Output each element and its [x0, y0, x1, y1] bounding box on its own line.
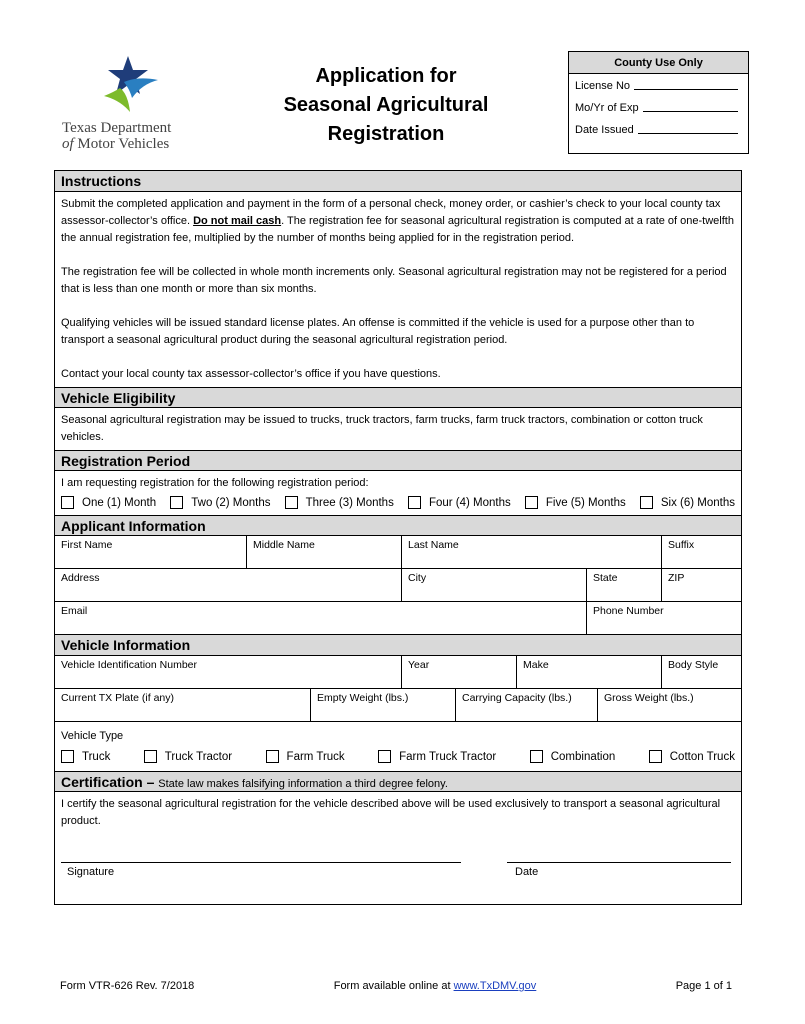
logo-line2: Motor Vehicles [73, 136, 170, 152]
license-no-label: License No [575, 80, 631, 92]
date-label: Date [515, 866, 539, 878]
instructions-p4: Contact your local county tax assessor-collector’s office if you have questions. [61, 368, 441, 380]
txdmv-logo [54, 54, 214, 154]
vehicle-type-label-text: Truck [82, 750, 111, 763]
vehicle-type-option[interactable] [378, 750, 496, 763]
certification-title: Certification [61, 774, 143, 790]
vehicle-type-label-text: Farm Truck [286, 750, 345, 763]
middle-name-label: Middle Name [253, 539, 315, 551]
county-use-box [568, 51, 749, 154]
title-line3: Registration [327, 123, 445, 145]
email-label: Email [61, 605, 88, 617]
city-label: City [408, 572, 427, 584]
txdmv-link[interactable]: www.TxDMV.gov [453, 980, 537, 992]
gross-weight-field[interactable] [598, 689, 741, 721]
page-title [254, 62, 518, 149]
empty-weight-field[interactable] [311, 689, 456, 721]
period-option-label: Three (3) Months [305, 496, 394, 509]
period-option-label: Four (4) Months [428, 496, 511, 509]
period-option[interactable] [170, 496, 270, 509]
county-heading: County Use Only [569, 52, 748, 74]
period-option-label: One (1) Month [82, 496, 157, 509]
instructions-p1c: . The registration fee for seasonal agricultural registration is computed at a rate of one-twelfth the annual registration fee, multiplied by the number of months being applied for in the registration period. [61, 215, 734, 244]
vin-field[interactable] [55, 656, 402, 688]
certification-subheading: State law makes falsifying information a third degree felony. [158, 778, 448, 790]
vehicle-type-options [55, 750, 741, 771]
city-field[interactable] [402, 569, 587, 601]
instructions-p1a: Submit the completed application and payment in the form of a personal check, money order, or cashier’s check to your local county tax assessor-collector’s office. [61, 198, 721, 227]
vehicle-type-label-text: Truck Tractor [164, 750, 233, 763]
signature-area [55, 862, 741, 904]
title-line1: Application for [315, 65, 457, 87]
checkbox-icon[interactable] [61, 496, 74, 509]
checkbox-icon[interactable] [530, 750, 543, 763]
checkbox-icon[interactable] [525, 496, 538, 509]
period-option[interactable] [61, 496, 156, 509]
phone-label: Phone Number [593, 605, 664, 617]
phone-field[interactable] [587, 602, 741, 634]
plate-field[interactable] [55, 689, 311, 721]
vehicle-type-option[interactable] [649, 750, 735, 763]
suffix-field[interactable] [662, 536, 741, 568]
vehicle-type-label-text: Cotton Truck [669, 750, 735, 763]
star-logo-icon [98, 54, 168, 116]
instructions-p2: The registration fee will be collected in whole month increments only. Seasonal agricultural registration may not be registered for a period that is less than one month or more than six months. [61, 266, 727, 295]
period-option[interactable] [640, 496, 735, 509]
signature-line[interactable] [61, 862, 461, 863]
signature-label: Signature [67, 866, 115, 878]
online-note [334, 980, 537, 992]
checkbox-icon[interactable] [649, 750, 662, 763]
vehicle-type-label: Vehicle Type [61, 730, 124, 742]
exp-field[interactable] [643, 96, 738, 112]
period-options [55, 492, 741, 515]
zip-field[interactable] [662, 569, 741, 601]
year-label: Year [408, 659, 430, 671]
vin-label: Vehicle Identification Number [61, 659, 197, 671]
certification-dash: – [142, 774, 159, 790]
empty-weight-label: Empty Weight (lbs.) [317, 692, 409, 704]
checkbox-icon[interactable] [640, 496, 653, 509]
instructions-body [55, 192, 741, 383]
first-name-field[interactable] [55, 536, 247, 568]
vehicle-type-option[interactable] [266, 750, 345, 763]
last-name-field[interactable] [402, 536, 662, 568]
checkbox-icon[interactable] [266, 750, 279, 763]
period-text: I am requesting registration for the following registration period: [61, 477, 369, 489]
period-option[interactable] [525, 496, 626, 509]
logo-of: of [62, 136, 74, 152]
instructions-heading: Instructions [55, 171, 741, 192]
vehicle-type-option[interactable] [530, 750, 616, 763]
carrying-capacity-field[interactable] [456, 689, 598, 721]
zip-label: ZIP [668, 572, 685, 584]
vehicle-type-label-text: Combination [550, 750, 616, 763]
make-field[interactable] [517, 656, 662, 688]
certification-text: I certify the seasonal agricultural registration for the vehicle described above will be used exclusively to transport a seasonal agricultural product. [61, 798, 721, 827]
body-style-field[interactable] [662, 656, 741, 688]
period-heading: Registration Period [55, 450, 741, 471]
online-note-text: Form available online at [333, 980, 454, 992]
checkbox-icon[interactable] [61, 750, 74, 763]
make-label: Make [523, 659, 549, 671]
period-option[interactable] [285, 496, 394, 509]
middle-name-field[interactable] [247, 536, 402, 568]
body-style-label: Body Style [668, 659, 719, 671]
last-name-label: Last Name [408, 539, 459, 551]
eligibility-heading: Vehicle Eligibility [55, 387, 741, 408]
application-form [54, 170, 742, 905]
period-option-label: Six (6) Months [660, 496, 735, 509]
footer [60, 980, 732, 992]
email-field[interactable] [55, 602, 587, 634]
vehicle-type-option[interactable] [144, 750, 232, 763]
logo-line1: Texas Department [62, 120, 172, 136]
instructions-p1b: Do not mail cash [193, 215, 282, 227]
license-no-field[interactable] [634, 74, 738, 90]
exp-label: Mo/Yr of Exp [575, 102, 639, 114]
period-option[interactable] [408, 496, 511, 509]
vehicle-heading: Vehicle Information [55, 635, 741, 656]
date-issued-label: Date Issued [575, 124, 634, 136]
checkbox-icon[interactable] [170, 496, 183, 509]
date-issued-field[interactable] [638, 118, 738, 134]
date-line[interactable] [507, 862, 731, 863]
eligibility-text: Seasonal agricultural registration may be issued to trucks, truck tractors, farm trucks, farm truck tractors, combination or cotton truck vehicles. [61, 414, 703, 443]
year-field[interactable] [402, 656, 517, 688]
header [54, 48, 742, 164]
vehicle-type-label-text: Farm Truck Tractor [399, 750, 497, 763]
suffix-label: Suffix [668, 539, 695, 551]
title-line2: Seasonal Agricultural [283, 94, 489, 116]
plate-label: Current TX Plate (if any) [61, 692, 175, 704]
checkbox-icon[interactable] [378, 750, 391, 763]
checkbox-icon[interactable] [144, 750, 157, 763]
address-field[interactable] [55, 569, 402, 601]
period-option-label: Two (2) Months [191, 496, 271, 509]
carrying-capacity-label: Carrying Capacity (lbs.) [462, 692, 572, 704]
applicant-heading: Applicant Information [55, 515, 741, 536]
gross-weight-label: Gross Weight (lbs.) [604, 692, 694, 704]
state-field[interactable] [587, 569, 662, 601]
checkbox-icon[interactable] [408, 496, 421, 509]
period-option-label: Five (5) Months [545, 496, 626, 509]
instructions-p3: Qualifying vehicles will be issued standard license plates. An offense is committed if the vehicle is used for a purpose other than to transport a seasonal agricultural product during the seasonal agricultural registration period. [61, 317, 695, 346]
form-number: Form VTR-626 Rev. 7/2018 [60, 980, 195, 992]
first-name-label: First Name [61, 539, 113, 551]
vehicle-type-option[interactable] [61, 750, 110, 763]
checkbox-icon[interactable] [285, 496, 298, 509]
page-number: Page 1 of 1 [675, 980, 732, 992]
address-label: Address [61, 572, 100, 584]
state-label: State [593, 572, 618, 584]
certification-heading [55, 771, 741, 792]
